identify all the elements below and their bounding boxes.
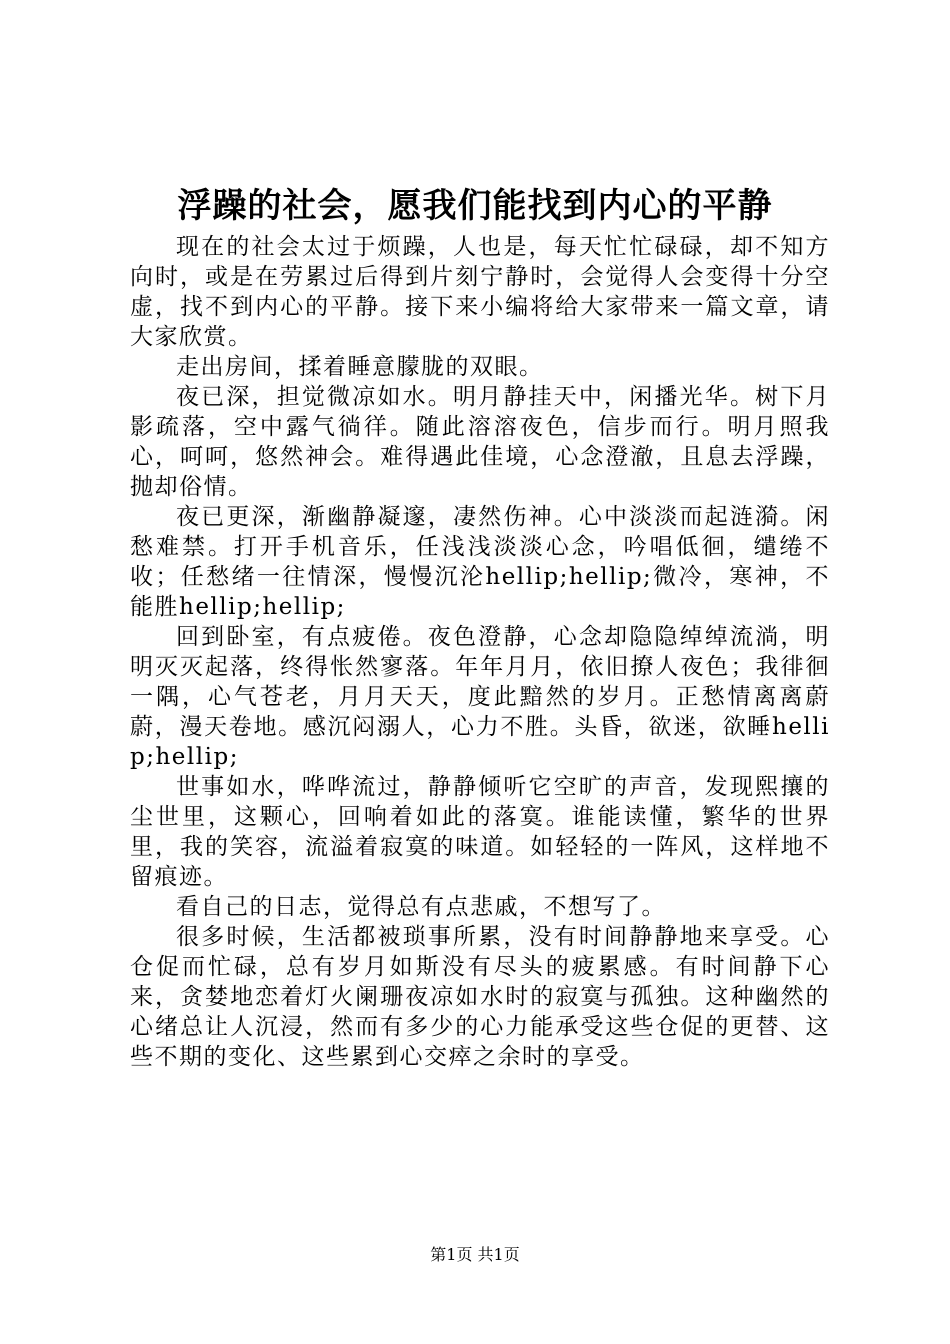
page-footer: 第1页 共1页 — [430, 1245, 520, 1264]
paragraph: 回到卧室，有点疲倦。夜色澄静，心念却隐隐绰绰流淌，明明灭灭起落，终得怅然寥落。年年月月，依旧撩人夜色；我徘徊一隅，心气苍老，月月天天，度此黯然的岁月。正愁情离离蔚蔚，漫天卷地。感沉闷溺人，心力不胜。头昏，欲迷，欲睡hellip;hellip; — [130, 624, 830, 770]
paragraph: 很多时候，生活都被琐事所累，没有时间静静地来享受。心仓促而忙碌，总有岁月如斯没有尽头的疲累感。有时间静下心来，贪婪地恋着灯火阑珊夜凉如水时的寂寞与孤独。这种幽然的心绪总让人沉浸，然而有多少的心力能承受这些仓促的更替、这些不期的变化、这些累到心交瘁之余时的享受。 — [130, 924, 830, 1070]
paragraph: 世事如水，哗哗流过，静静倾听它空旷的声音，发现熙攘的尘世里，这颗心，回响着如此的落寞。谁能读懂，繁华的世界里，我的笑容，流溢着寂寞的味道。如轻轻的一阵风，这样地不留痕迹。 — [130, 774, 830, 890]
paragraph: 看自己的日志，觉得总有点悲戚，不想写了。 — [176, 894, 666, 920]
paragraph: 夜已更深，渐幽静凝邃，凄然伤神。心中淡淡而起涟漪。闲愁难禁。打开手机音乐，任浅浅淡淡心念，吟唱低徊，缱绻不收；任愁绪一往情深，慢慢沉沦hellip;hellip;微冷，寒神，不能胜hellip;hellip; — [130, 504, 830, 620]
document-body — [130, 232, 830, 1072]
document-title: 浮躁的社会，愿我们能找到内心的平静 — [177, 186, 773, 226]
paragraph: 现在的社会太过于烦躁，人也是，每天忙忙碌碌，却不知方向时，或是在劳累过后得到片刻宁静时，会觉得人会变得十分空虚，找不到内心的平静。接下来小编将给大家带来一篇文章，请大家欣赏。 — [130, 234, 830, 350]
paragraph: 夜已深，担觉微凉如水。明月静挂天中，闲播光华。树下月影疏落，空中露气徜徉。随此溶溶夜色，信步而行。明月照我心，呵呵，悠然神会。难得遇此佳境，心念澄澈，且息去浮躁，抛却俗情。 — [130, 384, 830, 500]
paragraph: 走出房间，揉着睡意朦胧的双眼。 — [176, 354, 544, 380]
